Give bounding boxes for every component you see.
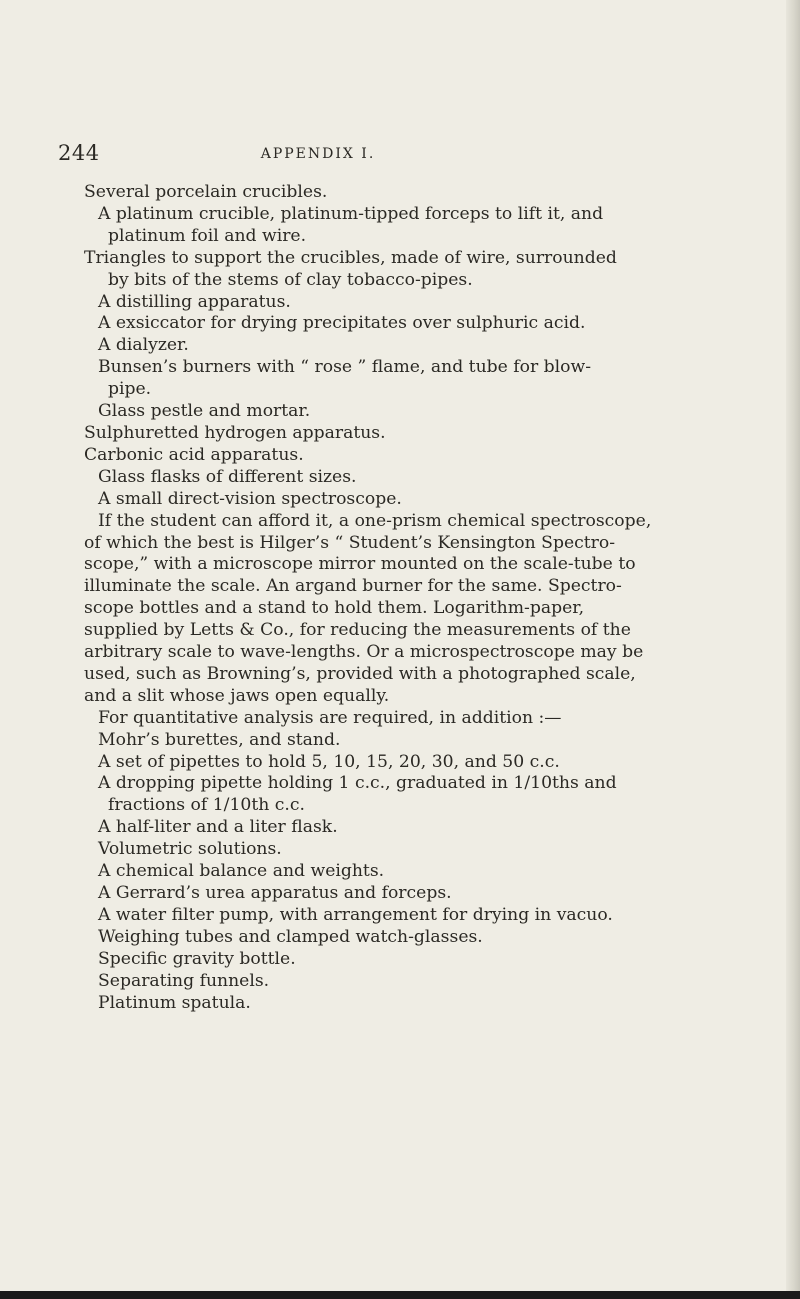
text-line: and a slit whose jaws open equally. — [84, 685, 390, 706]
text-line: used, such as Browning’s, provided with a photographed scale, — [84, 663, 636, 684]
text-line: A Gerrard’s urea apparatus and forceps. — [98, 883, 452, 903]
text-line: fractions of 1/10th c.c. — [108, 795, 305, 816]
text-line: Glass flasks of different sizes. — [98, 466, 357, 487]
text-line: A small direct-vision spectroscope. — [98, 488, 402, 509]
text-line: platinum foil and wire. — [108, 225, 307, 246]
text-line: arbitrary scale to wave-lengths. Or a microspectroscope may be — [84, 642, 644, 663]
text-line: scope,” with a microscope mirror mounted on the scale-tube to — [84, 554, 636, 575]
text-line: Sulphuretted hydrogen apparatus. — [84, 422, 386, 443]
text-line: A half-liter and a liter flask. — [98, 817, 338, 838]
text-line: illuminate the scale. An argand burner for the same. Spectro- — [84, 576, 622, 597]
text-line: scope bottles and a stand to hold them. Logarithm-paper, — [84, 598, 585, 619]
text-line: A dialyzer. — [98, 335, 189, 356]
text-line: Glass pestle and mortar. — [98, 401, 311, 422]
page-number: 244 — [58, 141, 100, 165]
text-line: A distilling apparatus. — [98, 291, 291, 312]
text-line: of which the best is Hilger’s “ Student’s Kensington Spectro- — [84, 532, 616, 553]
page-header — [58, 141, 748, 169]
text-line: Several porcelain crucibles. — [84, 182, 328, 202]
text-line: Carbonic acid apparatus. — [84, 444, 304, 465]
text-line: Bunsen’s burners with “ rose ” flame, and tube for blow- — [98, 357, 592, 378]
body-text — [84, 182, 756, 1014]
text-line: supplied by Letts & Co., for reducing the measurements of the — [84, 620, 631, 641]
text-line: For quantitative analysis are required, in addition :— — [98, 707, 562, 728]
text-line: Volumetric solutions. — [98, 839, 282, 860]
text-line: pipe. — [108, 379, 152, 400]
page-edge-bottom — [0, 1291, 800, 1299]
text-line: Triangles to support the crucibles, made of wire, surrounded — [84, 247, 617, 268]
text-line: A water filter pump, with arrangement for drying in vacuo. — [98, 904, 613, 925]
text-line: Platinum spatula. — [98, 992, 251, 1013]
text-line: Weighing tubes and clamped watch-glasses. — [98, 926, 483, 947]
text-line: A dropping pipette holding 1 c.c., graduated in 1/10ths and — [98, 773, 617, 794]
text-line: A platinum crucible, platinum-tipped forceps to lift it, and — [98, 203, 604, 224]
text-line: A set of pipettes to hold 5, 10, 15, 20, 30, and 50 c.c. — [98, 751, 560, 772]
text-line: Separating funnels. — [98, 970, 270, 991]
text-line: Mohr’s burettes, and stand. — [98, 729, 341, 750]
text-line: If the student can afford it, a one-prism chemical spectroscope, — [98, 510, 652, 531]
text-line: A exsiccator for drying precipitates over sulphuric acid. — [98, 313, 586, 334]
text-line: Specific gravity bottle. — [98, 948, 296, 969]
page-edge-right — [786, 0, 800, 1299]
text-line: A chemical balance and weights. — [98, 861, 385, 882]
running-head: APPENDIX I. — [260, 146, 376, 162]
text-line: by bits of the stems of clay tobacco-pipes. — [108, 269, 473, 290]
